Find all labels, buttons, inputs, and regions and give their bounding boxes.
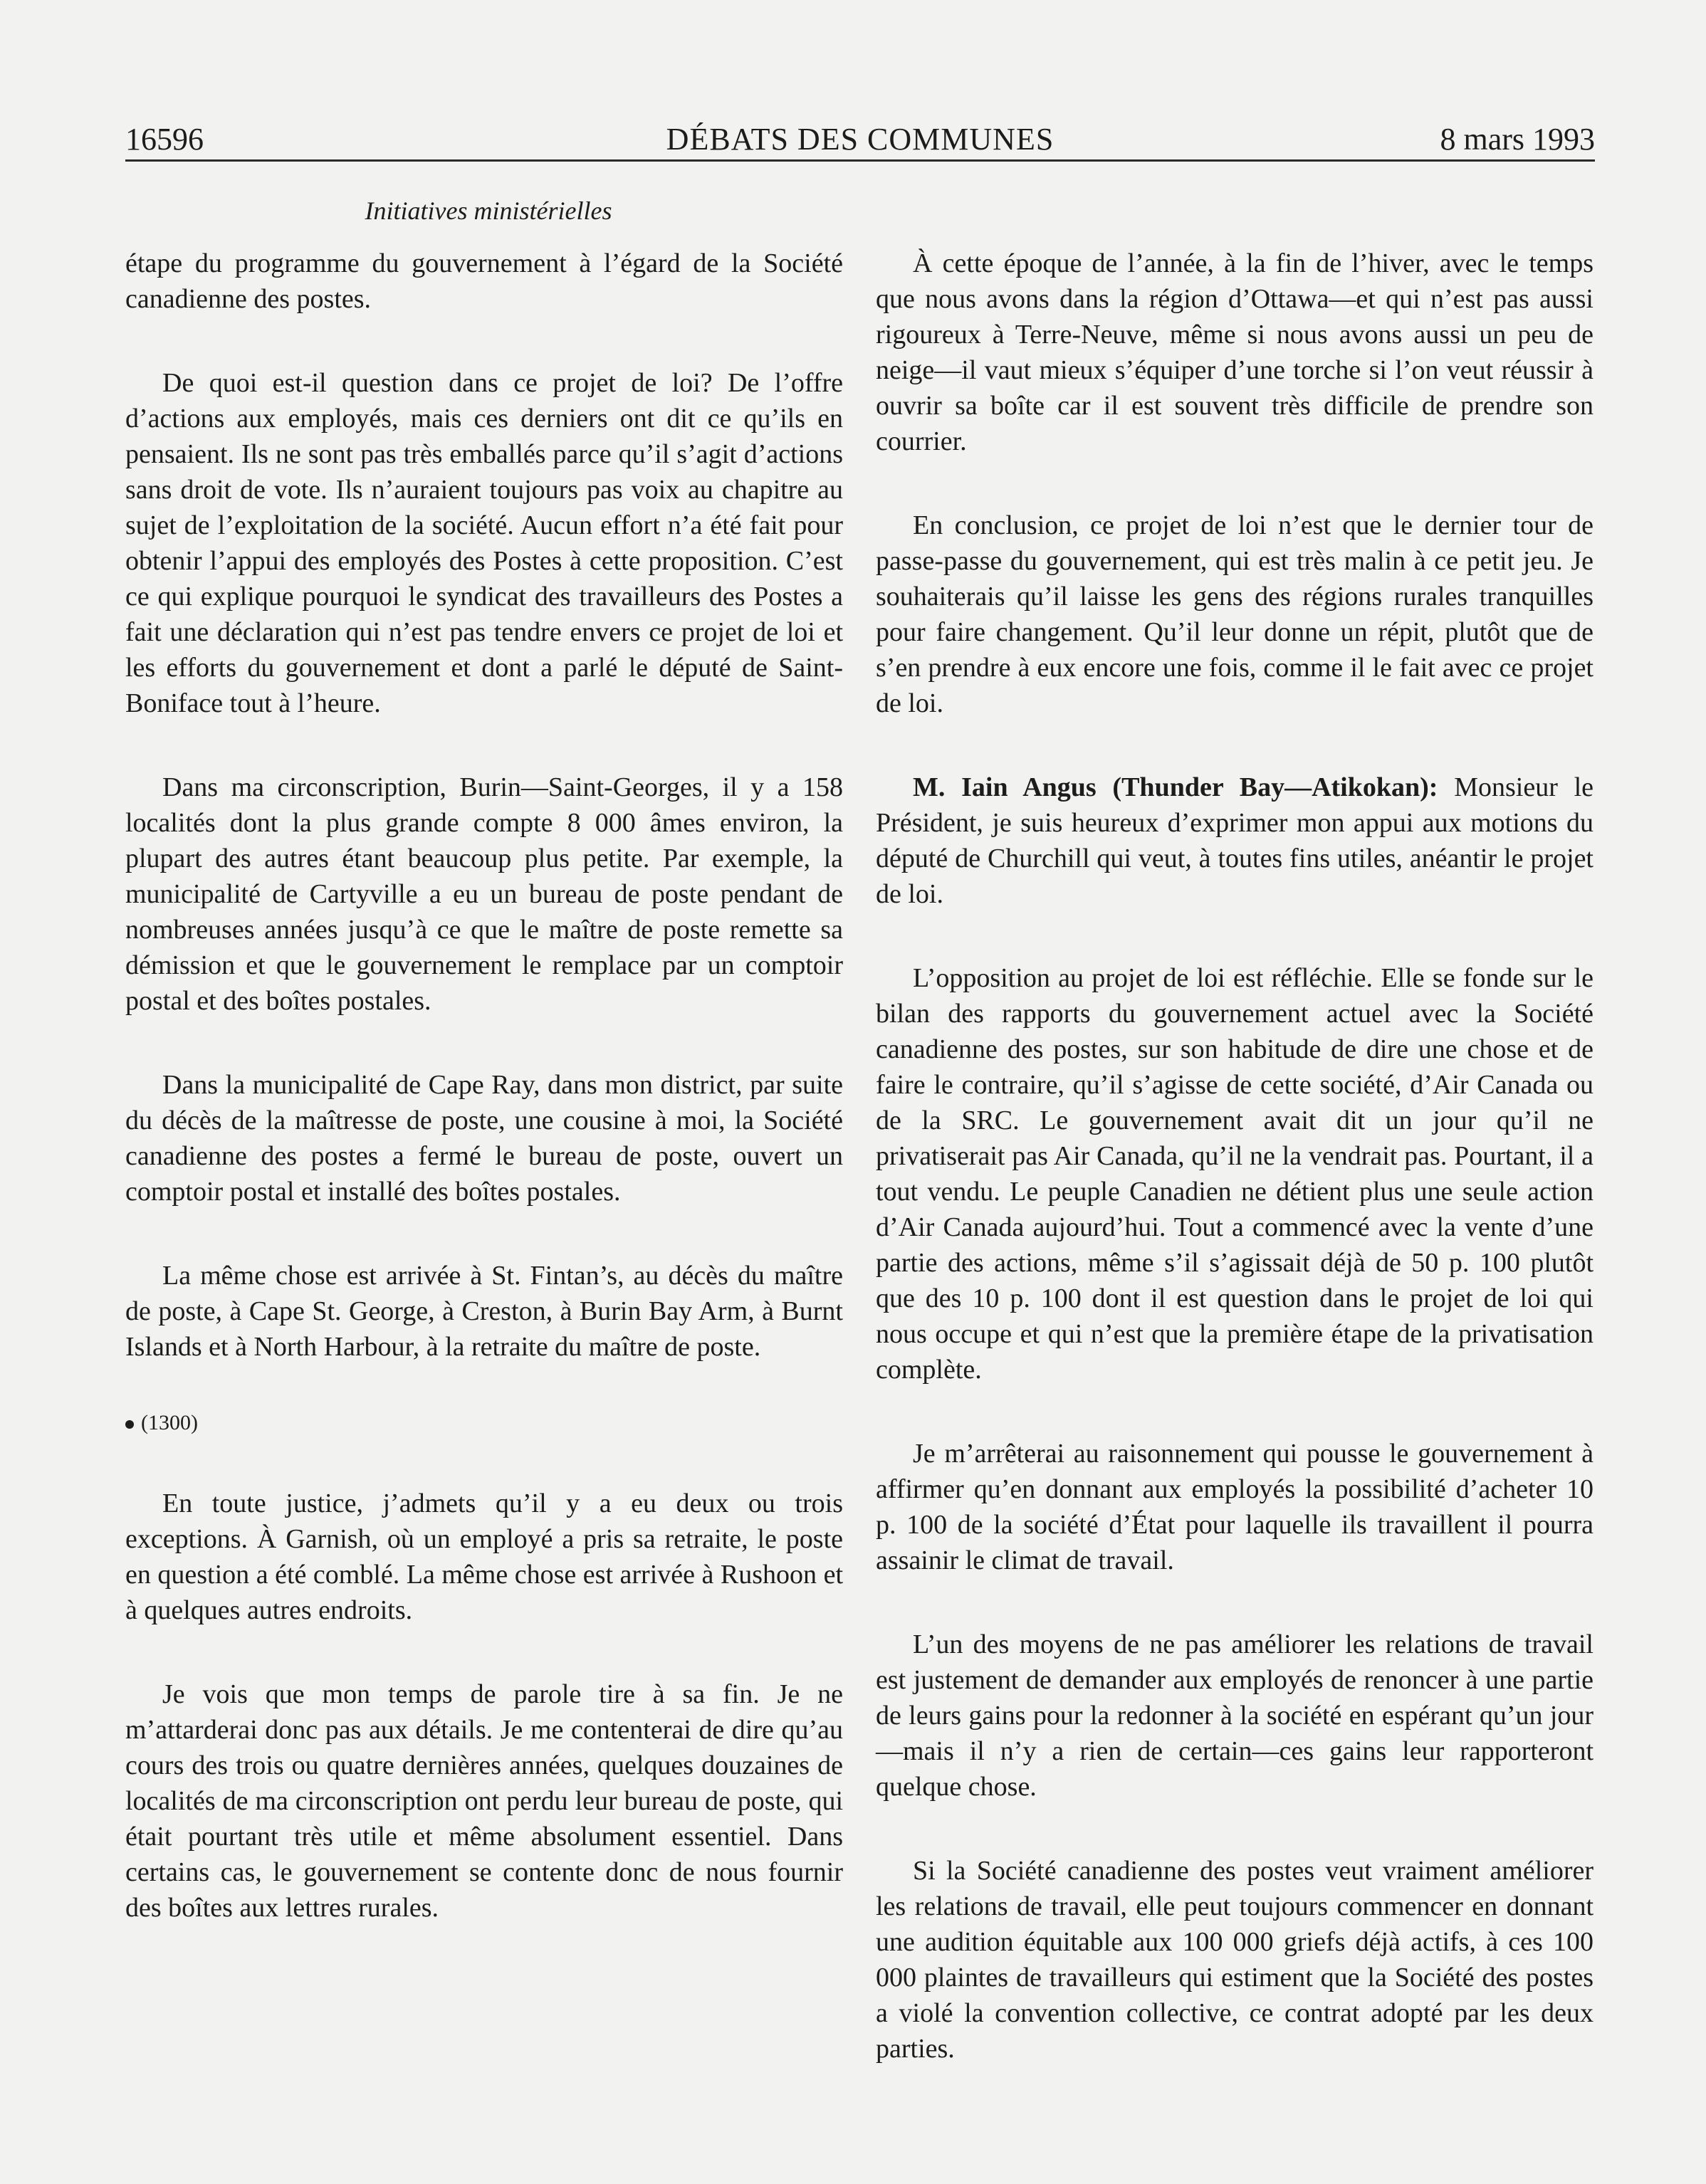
paragraph: Je m’arrêterai au raisonnement qui pousse le gouvernement à affirmer qu’en donnant aux employés la possibilité d’acheter 10 p. 100 de la société d’État pour laquelle ils travaillent il pourra assainir le climat de travail. [876, 1439, 1594, 1575]
bullet-icon [125, 1420, 134, 1429]
page-number: 16596 [125, 122, 204, 157]
page-header [125, 114, 1595, 158]
left-column [125, 246, 843, 1974]
paragraph: Dans la municipalité de Cape Ray, dans mon district, par suite du décès de la maîtresse de poste, une cousine à moi, la Société canadienne des postes a fermé le bureau de poste, ouvert un comptoir postal et installé des boîtes postales. [125, 1070, 843, 1207]
speaker-name: M. Iain Angus (Thunder Bay—Atikokan): [913, 772, 1438, 802]
paragraph: Je vois que mon temps de parole tire à sa fin. Je ne m’attarderai donc pas aux détails. Je me contenterai de dire qu’au cours des trois ou quatre dernières années, quelques douzaines de localités de ma circonscription ont perdu leur bureau de poste, qui était pourtant très utile et même absolument essentiel. Dans certains cas, le gouvernement se contente donc de nous fournir des boîtes aux lettres rurales. [125, 1679, 843, 1923]
paragraph: La même chose est arrivée à St. Fintan’s, au décès du maître de poste, à Cape St. George, à Creston, à Burin Bay Arm, à Burnt Islands et à North Harbour, à la retraite du maître de poste. [125, 1261, 843, 1362]
speaker-text: Monsieur le Président, je suis heureux d’exprimer mon appui aux motions du député de Churchill qui veut, à toutes fins utiles, anéantir le projet de loi. [876, 772, 1594, 909]
paragraph: En toute justice, j’admets qu’il y a eu deux ou trois exceptions. À Garnish, où un employé a pris sa retraite, le poste en question a été comblé. La même chose est arrivée à Rushoon et à quelques autres endroits. [125, 1489, 843, 1625]
time-marker [125, 1409, 843, 1437]
publication-date: 8 mars 1993 [1440, 122, 1595, 157]
publication-title: DÉBATS DES COMMUNES [666, 122, 1055, 157]
paragraph: À cette époque de l’année, à la fin de l’hiver, avec le temps que nous avons dans la région d’Ottawa—et qui n’est pas aussi rigoureux à Terre-Neuve, même si nous avons aussi un peu de neige—il vaut mieux s’équiper d’une torche si l’on veut réussir à ouvrir sa boîte car il est souvent très difficile de prendre son courrier. [876, 248, 1594, 456]
paragraph: De quoi est-il question dans ce projet de loi? De l’offre d’actions aux employés, mais ces derniers ont dit ce qu’ils en pensaient. Ils ne sont pas très emballés parce qu’il s’agit d’actions sans droit de vote. Ils n’auraient toujours pas voix au chapitre au sujet de l’exploitation de la société. Aucun effort n’a été fait pour obtenir l’appui des employés des Postes à cette proposition. C’est ce qui explique pourquoi le syndicat des travailleurs des Postes a fait une déclaration qui n’est pas tendre envers ce projet de loi et les efforts du gouvernement et dont a parlé le député de Saint-Boniface tout à l’heure. [125, 368, 843, 718]
paragraph: Si la Société canadienne des postes veut vraiment améliorer les relations de travail, elle peut toujours commencer en donnant une audition équitable aux 100 000 griefs déjà actifs, à ces 100 000 plaintes de travailleurs qui estiment que la Société des postes a violé la convention collective, ce contrat adopté par les deux parties. [876, 1856, 1594, 2064]
paragraph: En conclusion, ce projet de loi n’est que le dernier tour de passe-passe du gouvernement, qui est très malin à ce petit jeu. Je souhaiterais qu’il laisse les gens des régions rurales tranquilles pour faire changement. Qu’il leur donne un répit, plutôt que de s’en prendre à eux encore une fois, comme il le fait avec ce projet de loi. [876, 510, 1594, 718]
paragraph: L’opposition au projet de loi est réfléchie. Elle se fonde sur le bilan des rapports du gouvernement actuel avec la Société canadienne des postes, sur son habitude de dire une chose et de faire le contraire, qu’il s’agisse de cette société, d’Air Canada ou de la SRC. Le gouvernement avait dit un jour qu’il ne privatiserait pas Air Canada, qu’il ne la vendrait pas. Pourtant, il a tout vendu. Le peuple Canadien ne détient plus une seule action d’Air Canada aujourd’hui. Tout a commencé avec la vente d’une partie des actions, même s’il s’agissait déjà de 50 p. 100 plutôt que des 10 p. 100 dont il est question dans le projet de loi qui nous occupe et qui n’est que la première étape de la privatisation complète. [876, 963, 1594, 1385]
paragraph: Dans ma circonscription, Burin—Saint-Georges, il y a 158 localités dont la plus grande compte 8 000 âmes environ, la plupart des autres étant beaucoup plus petite. Par exemple, la municipalité de Cartyville a eu un bureau de poste pendant de nombreuses années jusqu’à ce que le maître de poste remette sa démission et que le gouvernement le remplace par un comptoir postal et des boîtes postales. [125, 772, 843, 1016]
right-column [876, 246, 1594, 2115]
section-heading: Initiatives ministérielles [365, 196, 612, 225]
paragraph: étape du programme du gouvernement à l’égard de la Société canadienne des postes. [125, 248, 843, 314]
speaker-paragraph [876, 770, 1594, 912]
time-marker-text: (1300) [141, 1411, 198, 1434]
header-rule [125, 159, 1595, 162]
paragraph: L’un des moyens de ne pas améliorer les relations de travail est justement de demander aux employés de renoncer à une partie de leurs gains pour la redonner à la société en espérant qu’un jour—mais il n’y a rien de certain—ces gains leur rapporteront quelque chose. [876, 1629, 1594, 1802]
